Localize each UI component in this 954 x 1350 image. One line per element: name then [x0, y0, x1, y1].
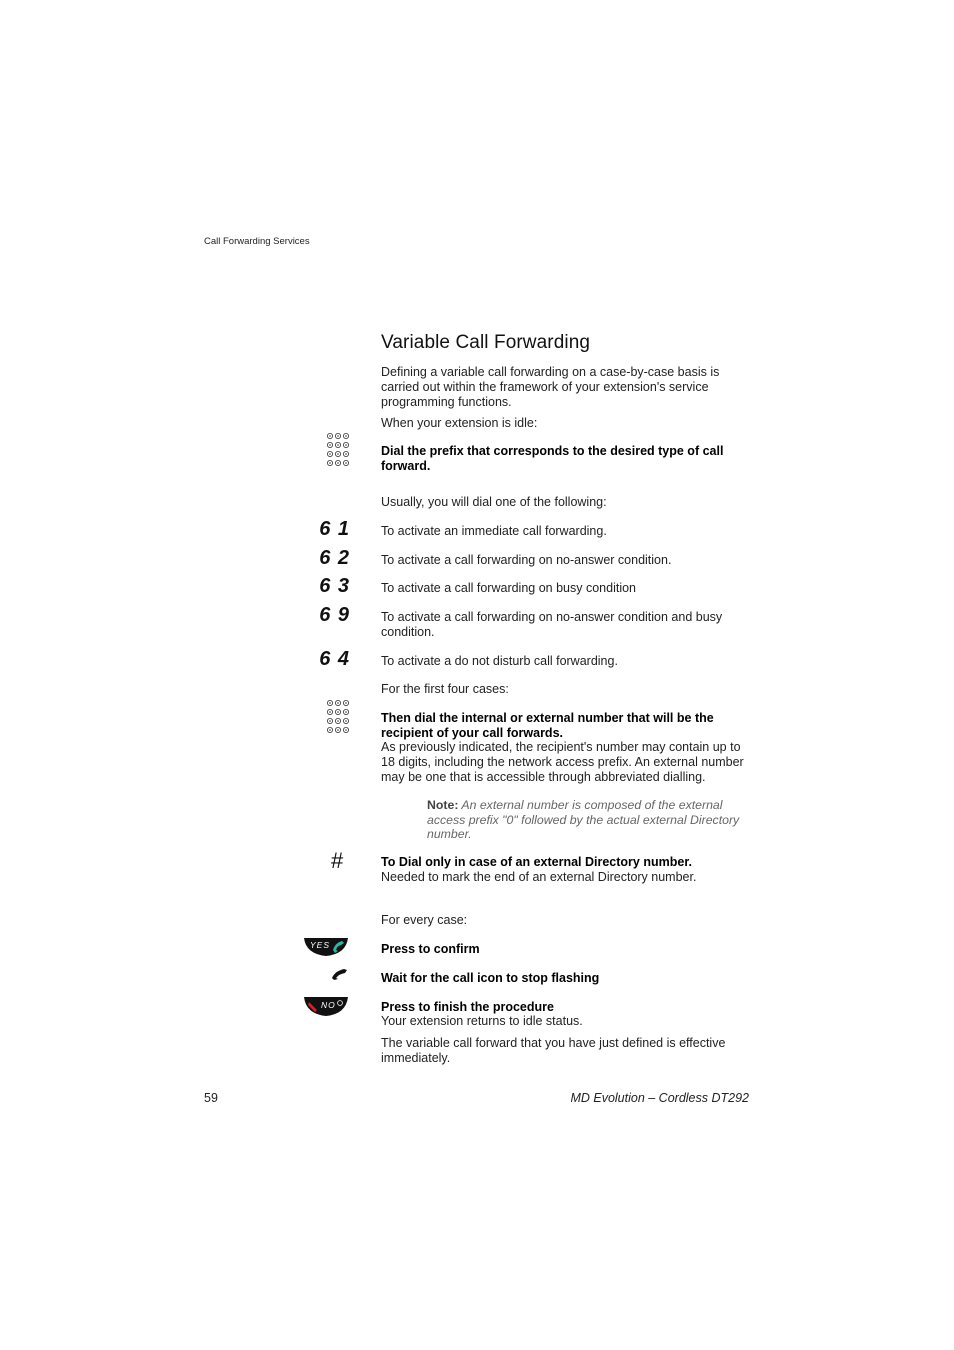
code-69-description: To activate a call forwarding on no-answer condition and busy condition. [381, 610, 723, 639]
hash-key-icon: # [331, 848, 344, 873]
yes-key-label: YES [310, 940, 331, 950]
keypad-icon [326, 432, 350, 468]
step-dial-number-detail: As previously indicated, the recipient's number may contain up to 18 digits, including the network access prefix. An external number may be one that is accessible through abbreviated dialling. [381, 740, 744, 784]
code-69: 6 9 [319, 604, 350, 626]
step-hash-detail: Needed to mark the end of an external Directory number. [381, 870, 697, 884]
keypad-icon [326, 699, 350, 735]
running-header: Call Forwarding Services [204, 236, 310, 247]
first-four-text: For the first four cases: [381, 682, 509, 696]
no-key-icon [302, 994, 350, 1018]
intro-paragraph: Defining a variable call forwarding on a case-by-case basis is carried out within the framework of your extension's service programming functions. [381, 365, 720, 409]
handset-icon [330, 967, 350, 981]
code-61: 6 1 [319, 518, 350, 540]
note-block [427, 798, 753, 842]
usually-text: Usually, you will dial one of the following: [381, 495, 607, 509]
no-key-label: NO [321, 1000, 336, 1010]
code-63-description: To activate a call forwarding on busy condition [381, 581, 637, 595]
page-number: 59 [204, 1091, 218, 1105]
code-62: 6 2 [319, 547, 350, 569]
step-dial-prefix: Dial the prefix that corresponds to the desired type of call forward. [381, 444, 724, 473]
yes-key-icon [302, 936, 350, 958]
note-label: Note: [427, 798, 459, 812]
code-63: 6 3 [319, 575, 350, 597]
step-finish: Press to finish the procedure [381, 1000, 554, 1014]
note-text: An external number is composed of the external access prefix "0" followed by the actual external Directory number. [427, 798, 740, 841]
when-idle-text: When your extension is idle: [381, 416, 538, 430]
code-64-description: To activate a do not disturb call forwarding. [381, 654, 618, 668]
step-finish-detail: Your extension returns to idle status. [381, 1014, 583, 1028]
every-case-text: For every case: [381, 913, 468, 927]
page-title: Variable Call Forwarding [381, 332, 591, 353]
step-wait: Wait for the call icon to stop flashing [381, 971, 600, 985]
product-name: MD Evolution – Cordless DT292 [570, 1091, 749, 1105]
code-61-description: To activate an immediate call forwarding. [381, 524, 607, 538]
code-62-description: To activate a call forwarding on no-answer condition. [381, 553, 672, 567]
code-64: 6 4 [319, 648, 350, 670]
step-dial-number: Then dial the internal or external number that will be the recipient of your call forwards. [381, 711, 714, 740]
step-hash: To Dial only in case of an external Directory number. [381, 855, 692, 869]
step-confirm: Press to confirm [381, 942, 480, 956]
closing-paragraph: The variable call forward that you have just defined is effective immediately. [381, 1036, 726, 1065]
